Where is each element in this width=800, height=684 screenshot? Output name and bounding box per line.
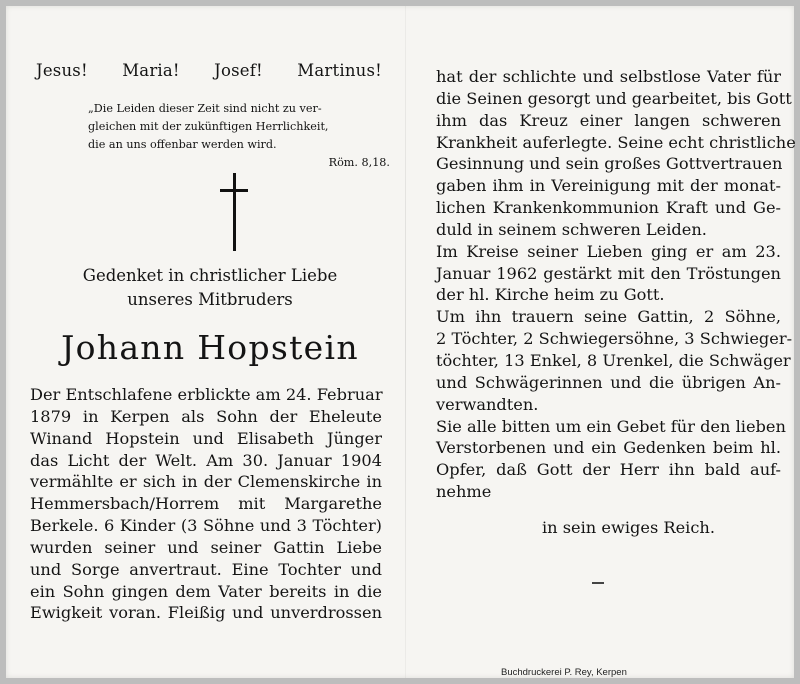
- text-line: der hl. Kirche heim zu Gott.: [436, 285, 665, 305]
- text-line: Hemmersbach/Horrem mit Margarethe: [30, 494, 382, 514]
- dedication-line: unseres Mitbruders: [127, 290, 293, 309]
- quote-reference: Röm. 8,18.: [328, 156, 390, 169]
- text-line: ihm das Kreuz einer langen schweren: [436, 110, 781, 130]
- dedication: [30, 264, 390, 312]
- card-fold: [405, 6, 406, 678]
- quote-line: „Die Leiden dieser Zeit sind nicht zu ver-: [88, 102, 322, 115]
- text-line: Krankheit auferlegte. Seine echt christliche: [436, 132, 796, 152]
- text-line: verwandten.: [436, 394, 539, 414]
- deceased-name: Johann Hopstein: [61, 328, 359, 367]
- text-line: lichen Krankenkommunion Kraft und Ge-: [436, 198, 781, 218]
- biography-text-right: [436, 66, 796, 503]
- text-line: duld in seinem schweren Leiden.: [436, 219, 707, 239]
- text-line: die Seinen gesorgt und gearbeitet, bis Gott: [436, 88, 792, 108]
- divider-dash: [592, 582, 604, 584]
- invocation-names: [36, 61, 382, 80]
- text-line: gaben ihm in Vereinigung mit der monat-: [436, 176, 781, 196]
- text-line: 1879 in Kerpen als Sohn der Eheleute: [30, 406, 382, 426]
- text-line: Sie alle bitten um ein Gebet für den lieben: [436, 416, 786, 436]
- text-line: wurden seiner und seiner Gattin Liebe: [30, 537, 382, 557]
- text-line: und Schwägerinnen und die übrigen An-: [436, 372, 781, 392]
- text-line: das Licht der Welt. Am 30. Januar 1904: [30, 450, 382, 470]
- text-line: Winand Hopstein und Elisabeth Jünger: [30, 428, 382, 448]
- text-line: 2 Töchter, 2 Schwiegersöhne, 3 Schwieger-: [436, 329, 793, 349]
- text-line: Verstorbenen und ein Gedenken beim hl.: [436, 438, 781, 458]
- text-line: Der Entschlafene erblickte am 24. Februar: [30, 385, 383, 404]
- biography-text-left: [30, 384, 382, 624]
- text-line: Opfer, daß Gott der Herr ihn bald auf-: [436, 460, 781, 480]
- text-line: Um ihn trauern seine Gattin, 2 Söhne,: [436, 307, 781, 327]
- quote-line: die an uns offenbar werden wird.: [88, 138, 277, 151]
- text-line: Berkele. 6 Kinder (3 Söhne und 3 Töchter): [30, 516, 382, 536]
- text-line: Gesinnung und sein großes Gottvertrauen: [436, 154, 783, 174]
- invocation-name: Jesus!: [36, 61, 88, 80]
- text-line: und Sorge anvertraut. Eine Tochter und: [30, 559, 382, 579]
- dedication-line: Gedenket in christlicher Liebe: [82, 266, 338, 285]
- invocation-name: Maria!: [122, 61, 180, 80]
- bible-quote: [88, 100, 390, 172]
- text-line: Ewigkeit voran. Fleißig und unverdrossen: [30, 603, 382, 623]
- text-line: Januar 1962 gestärkt mit den Tröstungen: [436, 263, 781, 283]
- invocation-name: Josef!: [214, 61, 263, 80]
- text-line: ein Sohn gingen dem Vater bereits in die: [30, 581, 382, 601]
- text-line: hat der schlichte und selbstlose Vater für: [436, 67, 781, 86]
- text-line: vermählte er sich in der Clemenskirche in: [30, 472, 382, 492]
- cross-icon: [220, 173, 248, 251]
- text-line: Im Kreise seiner Lieben ging er am 23.: [436, 241, 781, 261]
- quote-line: gleichen mit der zukünftigen Herrlichkeit,: [88, 120, 329, 133]
- closing-line: in sein ewiges Reich.: [542, 518, 715, 537]
- memorial-card: [6, 6, 794, 678]
- invocation-name: Martinus!: [297, 61, 382, 80]
- text-line: nehme: [436, 482, 492, 502]
- text-line: töchter, 13 Enkel, 8 Urenkel, die Schwäger: [436, 350, 791, 370]
- printer-imprint: Buchdruckerei P. Rey, Kerpen: [501, 667, 627, 678]
